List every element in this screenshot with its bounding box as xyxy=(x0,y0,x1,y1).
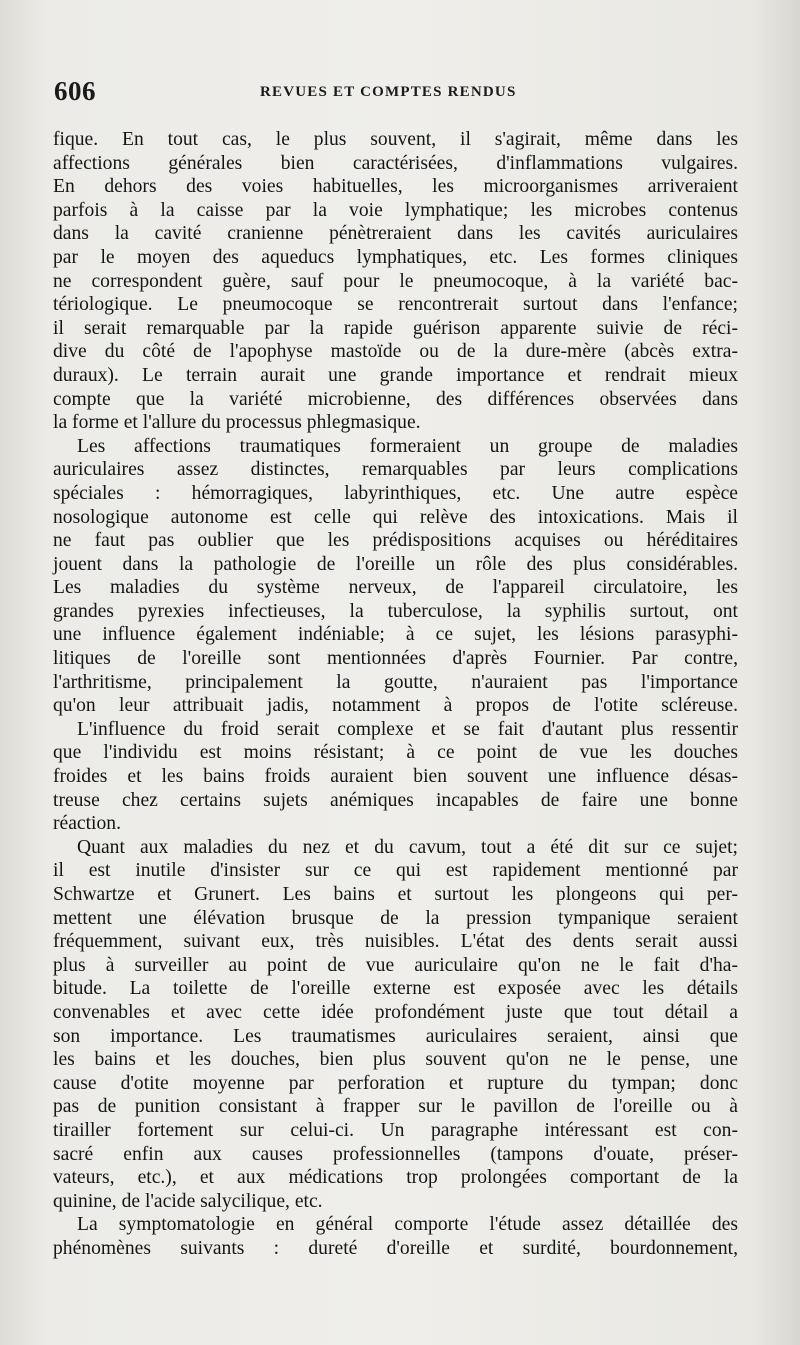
text-line: dive du côté de l'apophyse mastoïde ou de la dure-mère (abcès extra- xyxy=(53,341,738,363)
text-line: une influence également indéniable; à ce sujet, les lésions parasyphi- xyxy=(53,624,738,646)
text-line: il serait remarquable par la rapide guérison apparente suivie de réci- xyxy=(53,317,738,339)
text-line: que l'individu est moins résistant; à ce point de vue les douches xyxy=(53,742,738,764)
text-line: par le moyen des aqueducs lymphatiques, etc. Les formes cliniques xyxy=(53,246,738,268)
text-line: phénomènes suivants : dureté d'oreille et surdité, bourdonnement, xyxy=(53,1237,738,1259)
text-line: ne faut pas oublier que les prédispositions acquises ou héréditaires xyxy=(53,530,738,552)
text-line: compte que la variété microbienne, des différences observées dans xyxy=(53,388,738,410)
text-line: ne correspondent guère, sauf pour le pneumocoque, à la variété bac- xyxy=(53,270,738,292)
running-title: REVUES ET COMPTES RENDUS xyxy=(260,84,517,100)
text-line: duraux). Le terrain aurait une grande importance et rendrait mieux xyxy=(53,364,738,386)
text-line: tirailler fortement sur celui-ci. Un paragraphe intéressant est con- xyxy=(53,1119,738,1141)
text-line: jouent dans la pathologie de l'oreille un rôle des plus considérables. xyxy=(53,553,738,575)
text-line: cause d'otite moyenne par perforation et rupture du tympan; donc xyxy=(53,1072,738,1094)
text-line: bitude. La toilette de l'oreille externe est exposée avec les détails xyxy=(53,978,738,1000)
text-line: auriculaires assez distinctes, remarquables par leurs complications xyxy=(53,459,738,481)
text-line: vateurs, etc.), et aux médications trop prolongées comportant de la xyxy=(53,1167,738,1189)
text-line: Les maladies du système nerveux, de l'appareil circulatoire, les xyxy=(53,577,738,599)
text-line: parfois à la caisse par la voie lymphatique; les microbes contenus xyxy=(53,199,738,221)
page-header xyxy=(54,76,734,108)
text-line: Schwartze et Grunert. Les bains et surtout les plongeons qui per- xyxy=(53,884,738,905)
text-line: qu'on leur attribuait jadis, notamment à propos de l'otite scléreuse. xyxy=(53,695,738,717)
text-line: spéciales : hémorragiques, labyrinthiques, etc. Une autre espèce xyxy=(53,482,738,504)
text-line: litiques de l'oreille sont mentionnées d'après Fournier. Par contre, xyxy=(53,648,738,670)
text-line: mettent une élévation brusque de la pression tympanique seraient xyxy=(53,907,738,929)
text-line: Quant aux maladies du nez et du cavum, tout a été dit sur ce sujet; xyxy=(77,836,738,858)
text-line: quinine, de l'acide salycilique, etc. xyxy=(53,1190,323,1212)
text-line: fréquemment, suivant eux, très nuisibles. L'état des dents serait aussi xyxy=(53,931,738,953)
text-line: les bains et les douches, bien plus souvent qu'on ne le pense, une xyxy=(53,1049,738,1071)
text-line: grandes pyrexies infectieuses, la tuberculose, la syphilis surtout, ont xyxy=(53,600,738,622)
text-line: nosologique autonome est celle qui relève des intoxications. Mais il xyxy=(53,506,738,528)
text-line: réaction. xyxy=(53,813,121,835)
text-line: tériologique. Le pneumocoque se rencontrerait surtout dans l'enfance; xyxy=(53,294,738,316)
text-line: En dehors des voies habituelles, les microorganismes arriveraient xyxy=(53,176,738,198)
text-line: dans la cavité cranienne pénètreraient dans les cavités auriculaires xyxy=(53,223,738,245)
text-line: la forme et l'allure du processus phlegmasique. xyxy=(53,412,421,434)
text-line: il est inutile d'insister sur ce qui est rapidement mentionné par xyxy=(53,860,738,882)
text-line: convenables et avec cette idée profondément juste que tout détail a xyxy=(53,1001,738,1023)
text-line: sacré enfin aux causes professionnelles (tampons d'ouate, préser- xyxy=(53,1143,738,1165)
text-line: La symptomatologie en général comporte l'étude assez détaillée des xyxy=(77,1214,738,1236)
text-line: Les affections traumatiques formeraient un groupe de maladies xyxy=(77,435,738,457)
text-line: son importance. Les traumatismes auriculaires seraient, ainsi que xyxy=(53,1025,738,1047)
page-number: 606 xyxy=(54,76,96,106)
text-line: pas de punition consistant à frapper sur le pavillon de l'oreille ou à xyxy=(53,1096,738,1118)
body-text xyxy=(53,128,738,1261)
text-line: fique. En tout cas, le plus souvent, il s'agirait, même dans les xyxy=(53,129,738,150)
text-line: treuse chez certains sujets anémiques incapables de faire une bonne xyxy=(53,789,738,811)
text-line: l'arthritisme, principalement la goutte, n'auraient pas l'importance xyxy=(53,671,738,693)
text-line: plus à surveiller au point de vue auriculaire qu'on ne le fait d'ha- xyxy=(53,954,738,976)
text-line: L'influence du froid serait complexe et se fait d'autant plus ressentir xyxy=(77,718,738,740)
text-line: affections générales bien caractérisées, d'inflammations vulgaires. xyxy=(53,152,738,174)
text-line: froides et les bains froids auraient bien souvent une influence désas- xyxy=(53,766,738,788)
